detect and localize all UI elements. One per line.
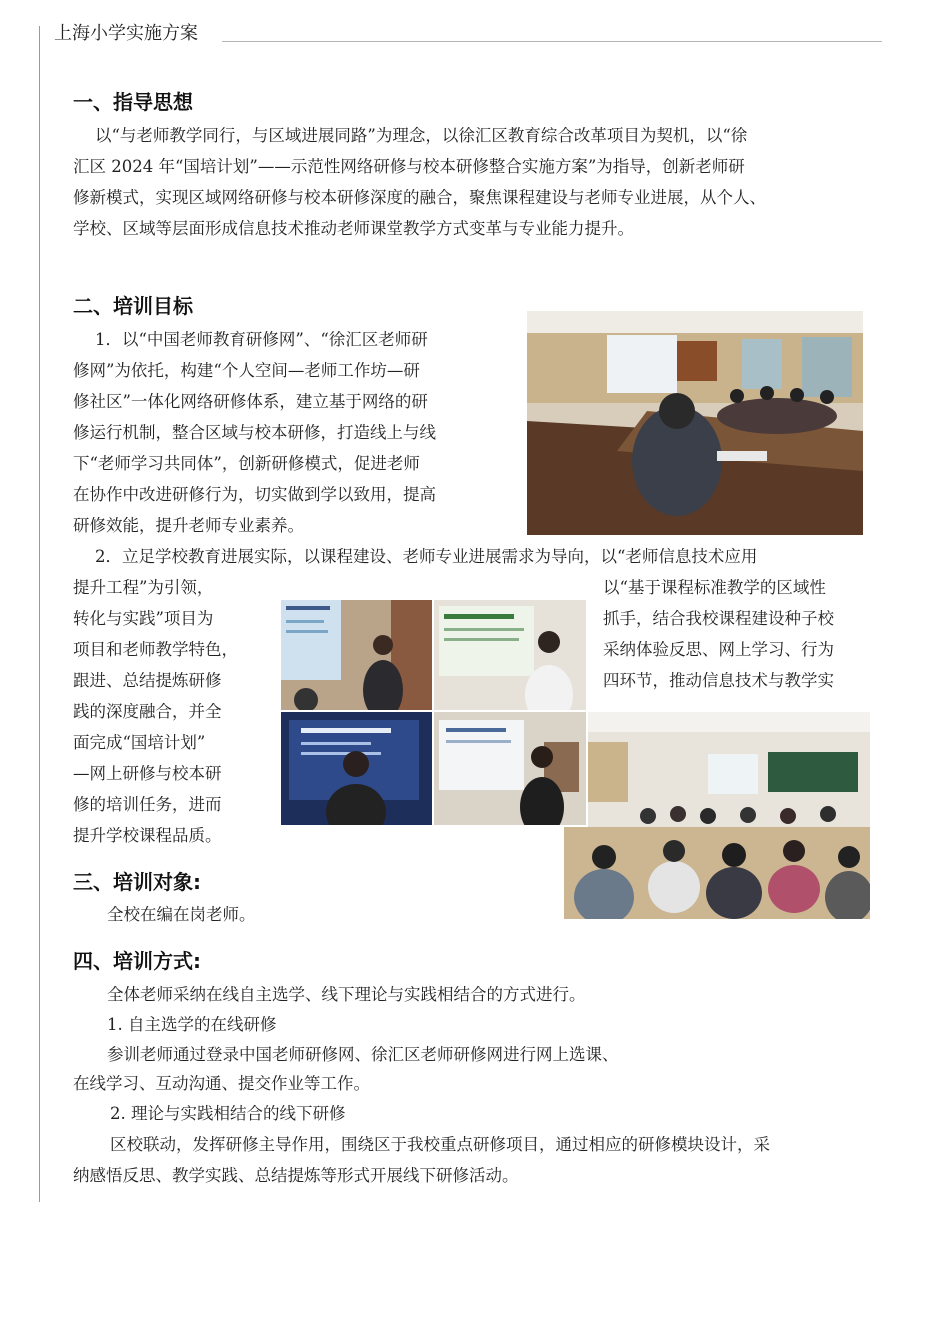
goal2-right-line: 四环节，推动信息技术与教学实 bbox=[603, 671, 834, 690]
methods-online-line: 参训老师通过登录中国老师研修网、徐汇区老师研修网进行网上选课、 bbox=[107, 1045, 619, 1064]
section-heading-training-targets: 三、培训对象: bbox=[73, 870, 201, 894]
goal2-left-line: 面完成“国培计划” bbox=[73, 733, 206, 752]
goal1-line: 下“老师学习共同体”，创新研修模式，促进老师 bbox=[73, 454, 420, 473]
section-heading-training-goals: 二、培训目标 bbox=[73, 294, 193, 318]
goal1-line: 在协作中改进研修行为，切实做到学以致用，提高 bbox=[73, 485, 436, 504]
goal2-left-line: 跟进、总结提炼研修 bbox=[73, 671, 222, 690]
meeting-room-photo bbox=[527, 311, 863, 535]
goal2-left-line: 践的深度融合，并全 bbox=[73, 702, 222, 721]
goal2-left-line: 转化与实践”项目为 bbox=[73, 609, 214, 628]
training-targets-text: 全校在编在岗老师。 bbox=[107, 905, 256, 924]
goal2-left-line: —网上研修与校本研 bbox=[73, 764, 222, 783]
paragraph-line: 修新模式，实现区域网络研修与校本研修深度的融合，聚焦课程建设与老师专业进展，从个人、 bbox=[73, 188, 766, 207]
classroom-photo bbox=[588, 712, 870, 832]
speaker-photo bbox=[281, 712, 432, 825]
methods-intro: 全体老师采纳在线自主选学、线下理论与实践相结合的方式进行。 bbox=[107, 985, 586, 1004]
goal2-right-line: 采纳体验反思、网上学习、行为 bbox=[603, 640, 834, 659]
section-heading-guiding-ideology: 一、指导思想 bbox=[73, 90, 193, 114]
paragraph-line: 汇区 2024 年“国培计划”——示范性网络研修与校本研修整合实施方案”为指导，创新老师研 bbox=[73, 157, 745, 176]
document-header-title: 上海小学实施方案 bbox=[54, 23, 198, 44]
speaker-photo bbox=[434, 712, 586, 825]
speaker-photo bbox=[434, 600, 586, 710]
methods-online-line: 在线学习、互动沟通、提交作业等工作。 bbox=[73, 1074, 370, 1093]
goal2-left-line: 修的培训任务，进而 bbox=[73, 795, 222, 814]
page-margin-line bbox=[39, 26, 40, 1202]
methods-sub-heading-online: 1. 自主选学的在线研修 bbox=[107, 1015, 277, 1034]
speaker-photo bbox=[281, 600, 432, 710]
methods-sub-heading-offline: 2. 理论与实践相结合的线下研修 bbox=[110, 1104, 346, 1123]
classroom-audience-photo bbox=[564, 827, 870, 919]
goal1-line: 修运行机制，整合区域与校本研修，打造线上与线 bbox=[73, 423, 436, 442]
goal2-right-line: 以“基于课程标准教学的区域性 bbox=[603, 578, 826, 597]
goal1-line: 研修效能，提升老师专业素养。 bbox=[73, 516, 304, 535]
goal2-top-line: 2．立足学校教育进展实际，以课程建设、老师专业进展需求为导向，以“老师信息技术应用 bbox=[95, 547, 758, 566]
goal1-line: 1．以“中国老师教育研修网”、“徐汇区老师研 bbox=[95, 330, 428, 349]
paragraph-line: 学校、区域等层面形成信息技术推动老师课堂教学方式变革与专业能力提升。 bbox=[73, 219, 634, 238]
goal1-line: 修社区”一体化网络研修体系，建立基于网络的研 bbox=[73, 392, 428, 411]
header-rule bbox=[222, 41, 882, 42]
methods-offline-line: 纳感悟反思、教学实践、总结提炼等形式开展线下研修活动。 bbox=[73, 1166, 519, 1185]
goal2-left-line: 提升学校课程品质。 bbox=[73, 826, 222, 845]
goal2-left-line: 提升工程”为引领， bbox=[73, 578, 214, 597]
methods-offline-line: 区校联动，发挥研修主导作用，围绕区于我校重点研修项目，通过相应的研修模块设计，采 bbox=[110, 1135, 770, 1154]
paragraph-line: 以“与老师教学同行，与区域进展同路”为理念，以徐汇区教育综合改革项目为契机，以“徐 bbox=[95, 126, 748, 145]
goal2-left-line: 项目和老师教学特色， bbox=[73, 640, 238, 659]
goal2-right-line: 抓手，结合我校课程建设种子校 bbox=[603, 609, 834, 628]
section-heading-training-methods: 四、培训方式: bbox=[73, 949, 201, 973]
goal1-line: 修网”为依托，构建“个人空间—老师工作坊—研 bbox=[73, 361, 420, 380]
